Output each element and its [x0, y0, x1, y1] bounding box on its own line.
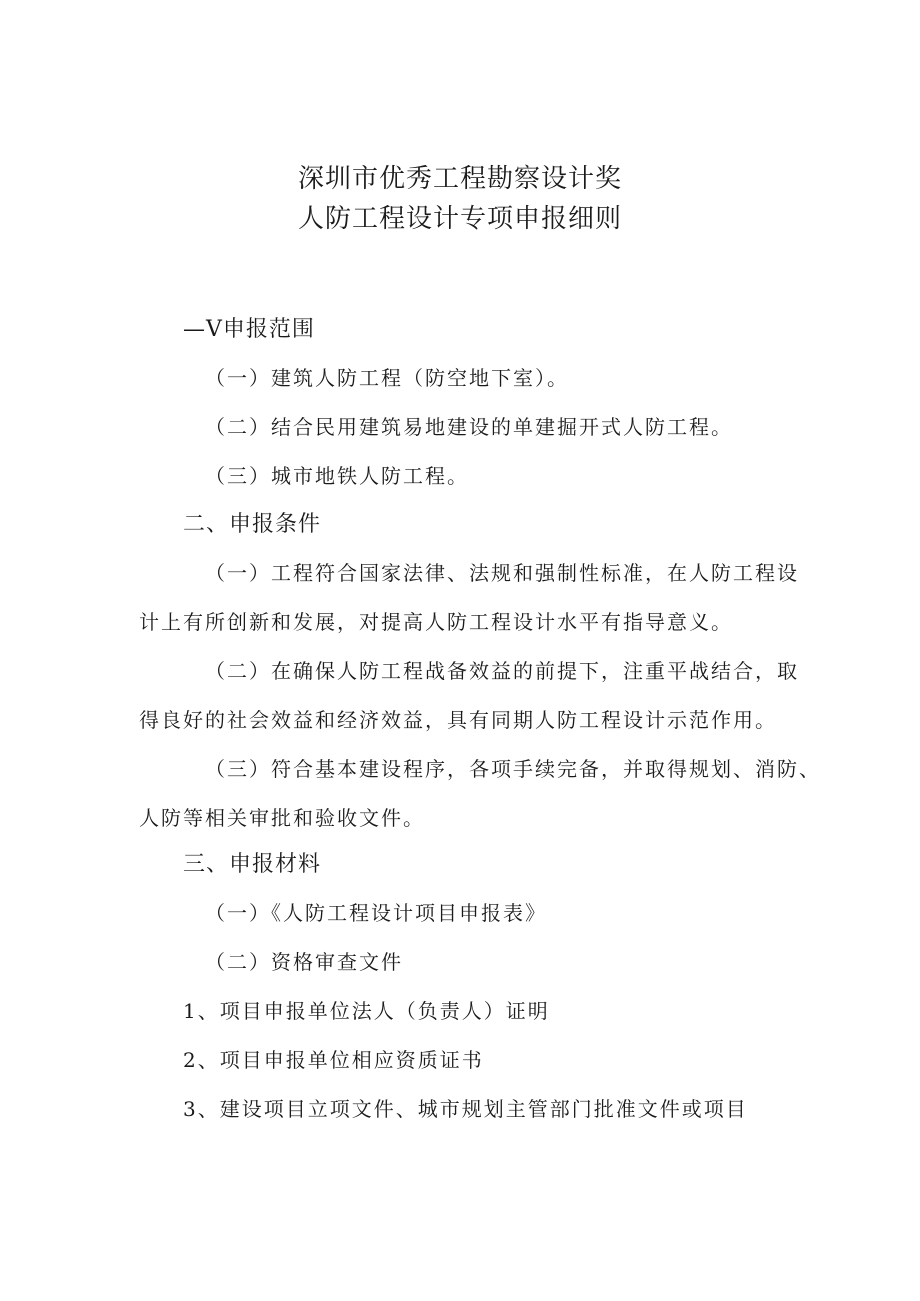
materials-subitem-2: 2、项目申报单位相应资质证书 — [183, 1048, 484, 1072]
materials-item-2: （二）资格审查文件 — [205, 950, 403, 974]
materials-item-1: （一）《人防工程设计项目申报表》 — [205, 901, 547, 925]
conditions-item-3-line-2: 人防等相关审批和验收文件。 — [139, 806, 425, 830]
document-title-line-1: 深圳市优秀工程勘察设计奖 — [297, 164, 622, 194]
conditions-item-3-line-1: （三）符合基本建设程序，各项手续完备，并取得规划、消防、 — [205, 757, 821, 781]
conditions-item-2-line-2: 得良好的社会效益和经济效益，具有同期人防工程设计示范作用。 — [139, 708, 777, 732]
scope-item-3: （三）城市地铁人防工程。 — [205, 464, 469, 488]
section-heading-conditions: 二、申报条件 — [183, 512, 322, 537]
document-title-line-2: 人防工程设计专项申报细则 — [297, 204, 622, 234]
conditions-item-1-line-2: 计上有所创新和发展，对提高人防工程设计水平有指导意义。 — [139, 610, 733, 634]
materials-subitem-3: 3、建设项目立项文件、城市规划主管部门批准文件或项目 — [183, 1097, 748, 1121]
conditions-item-2-line-1: （二）在确保人防工程战备效益的前提下，注重平战结合，取 — [205, 659, 799, 683]
section-heading-materials: 三、申报材料 — [183, 852, 322, 877]
conditions-item-1-line-1: （一）工程符合国家法律、法规和强制性标准，在人防工程设 — [205, 561, 799, 585]
scope-item-2: （二）结合民用建筑易地建设的单建掘开式人防工程。 — [205, 415, 733, 439]
materials-subitem-1: 1、项目申报单位法人（负责人）证明 — [183, 999, 550, 1023]
section-heading-scope: —V申报范围 — [183, 317, 315, 342]
scope-item-1: （一）建筑人防工程（防空地下室）。 — [205, 366, 569, 390]
